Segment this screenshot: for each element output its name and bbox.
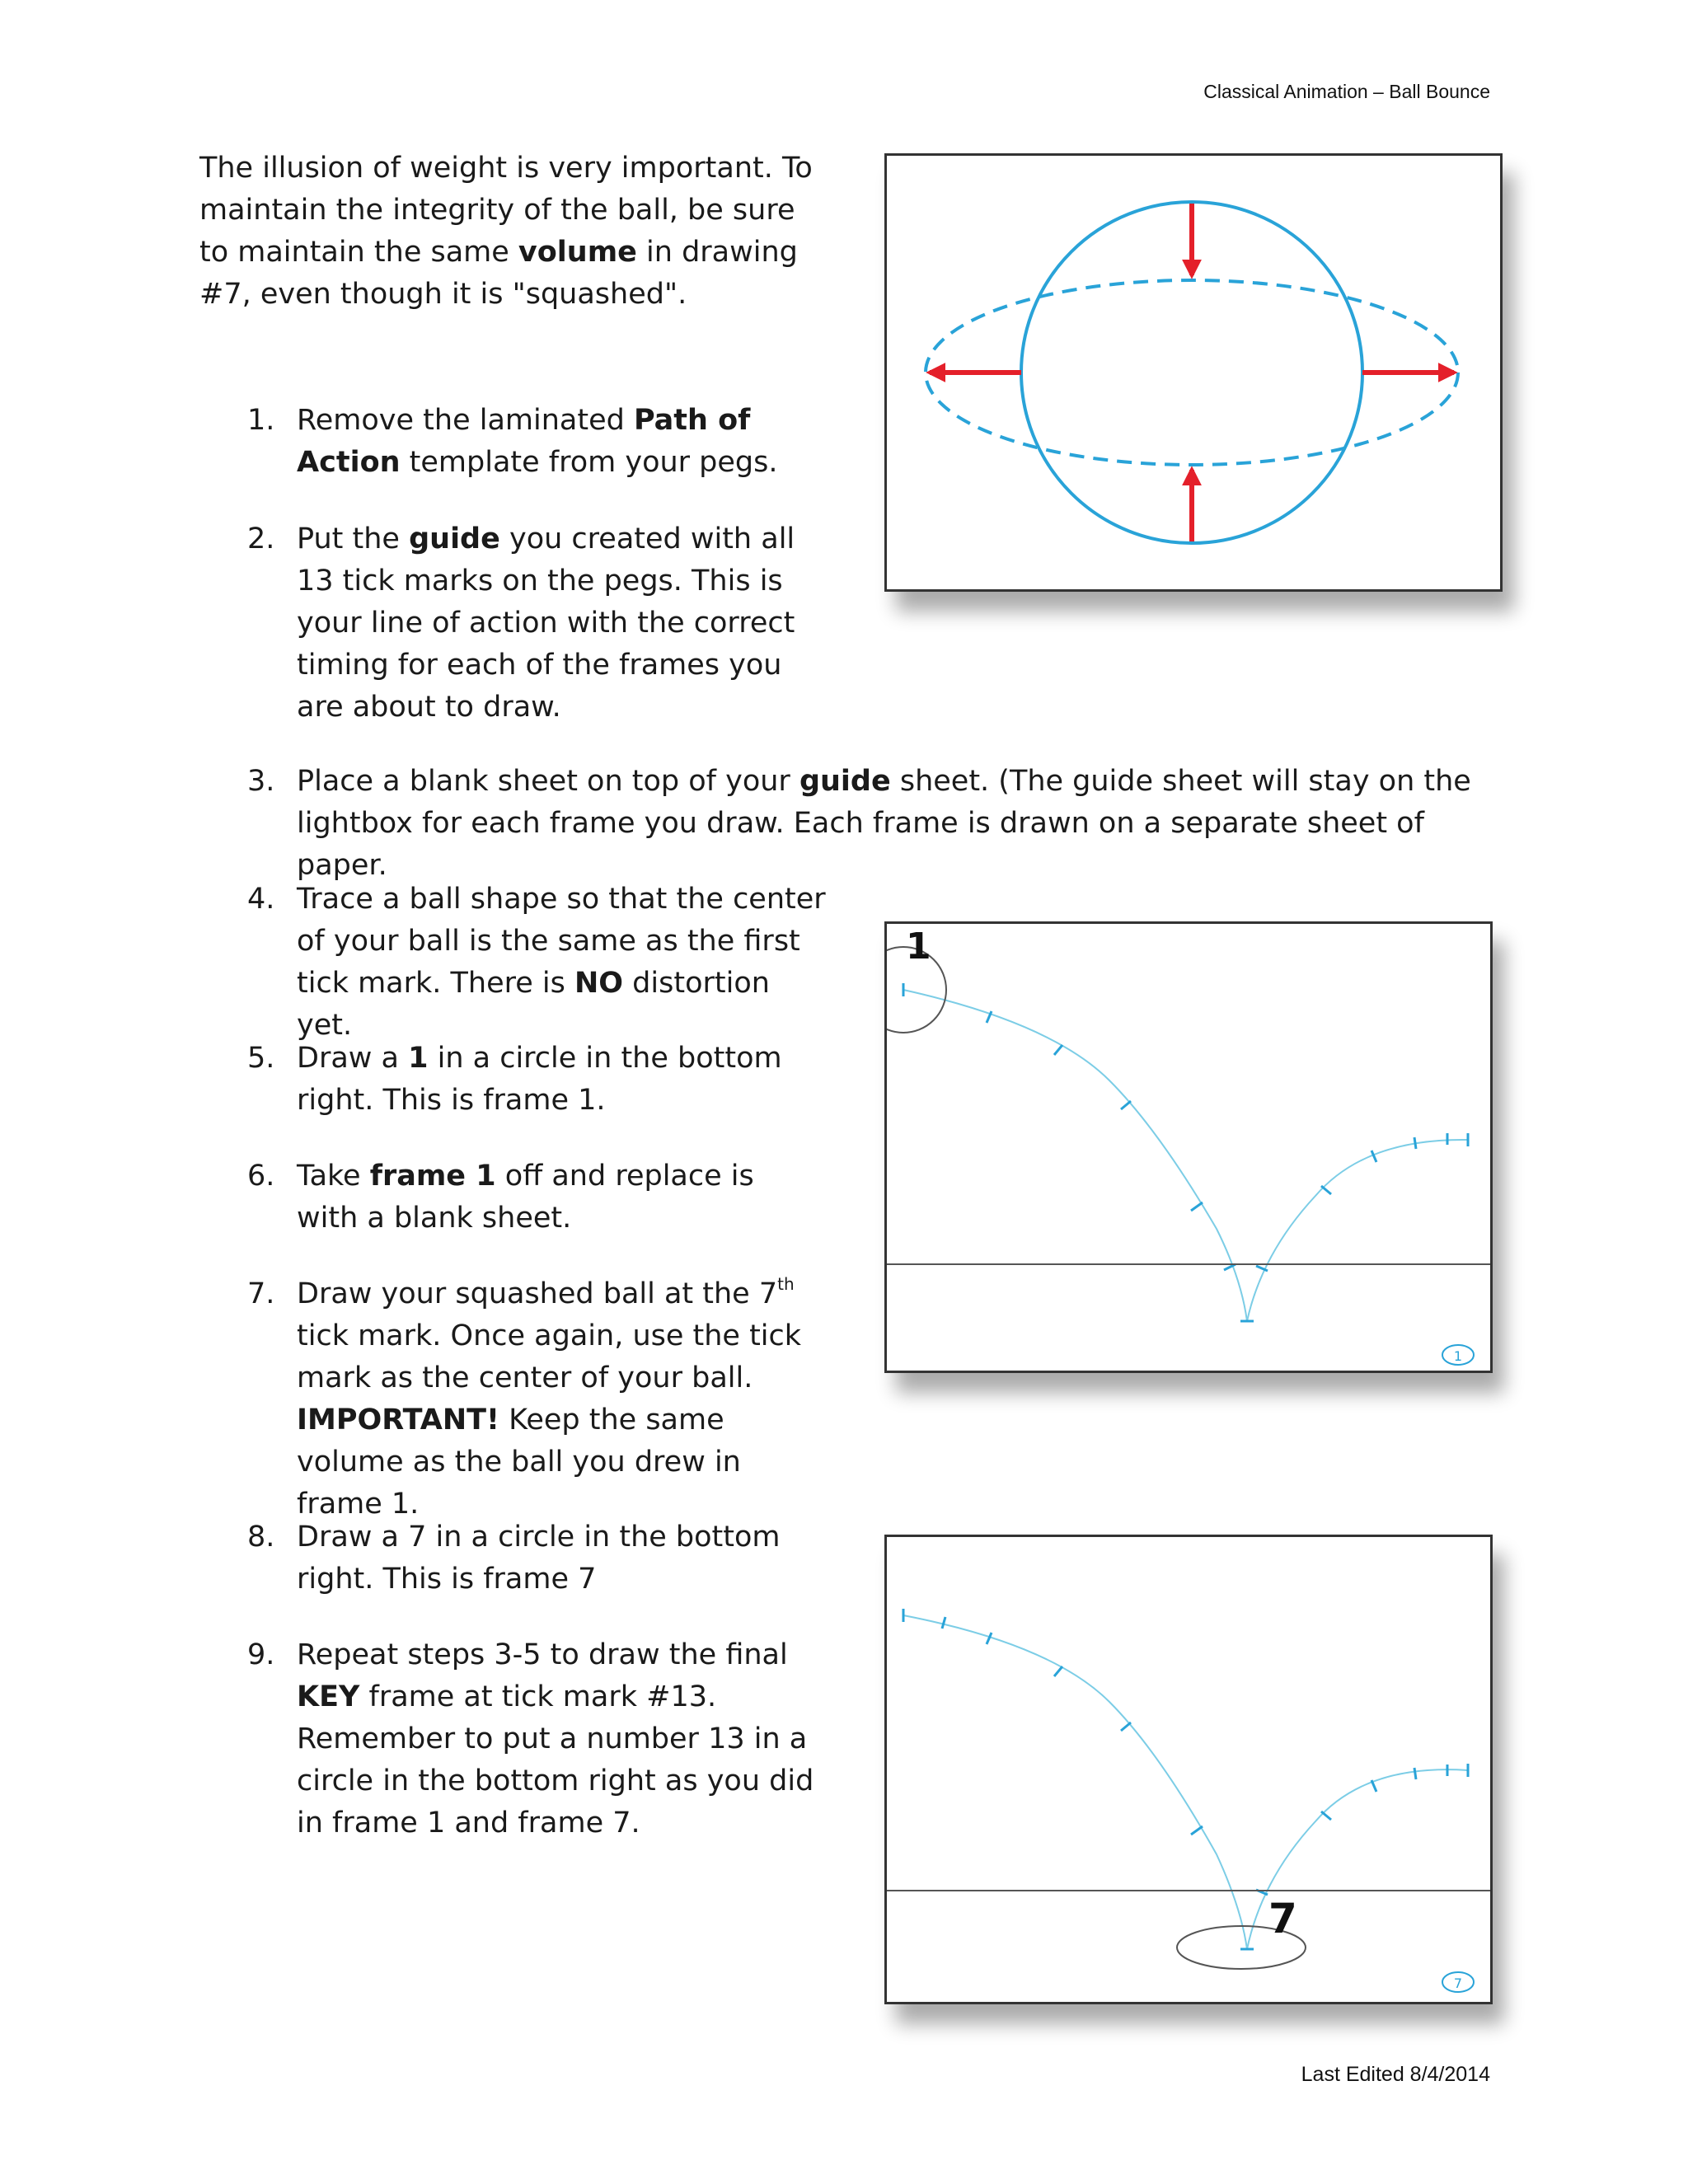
tick-6 [1191, 1826, 1203, 1835]
frame-label: 1 [906, 926, 931, 968]
frame-1-diagram [884, 921, 1493, 1373]
frame-1-svg [887, 924, 1490, 1371]
tick-3 [987, 1633, 992, 1644]
step-bold: IMPORTANT! [297, 1404, 500, 1436]
step-number: 4. [247, 883, 275, 916]
step-text: Take [297, 1160, 370, 1193]
step-text: Place a blank sheet on top of your [297, 765, 799, 798]
step-bold: KEY [297, 1680, 360, 1713]
intro-text-1: The illusion of weight is very important. To maintain the integrity of the ball, be sure to maintain the same [199, 152, 813, 269]
tick-9 [1321, 1811, 1331, 1820]
frame-label: 7 [1268, 1895, 1297, 1943]
step-text: Draw a [297, 1042, 409, 1075]
tick-5 [1191, 1202, 1203, 1211]
footer-last-edited: Last Edited 8/4/2014 [1301, 2063, 1490, 2086]
step-bold: Path of Action [297, 404, 751, 479]
tick-10 [1372, 1151, 1376, 1162]
frame-7-diagram [884, 1535, 1493, 2004]
intro-bold: volume [518, 236, 637, 269]
step-text: template from your pegs. [400, 446, 778, 479]
step-number: 6. [247, 1160, 275, 1193]
step-text: Remove the laminated [297, 404, 634, 437]
step-text: in a circle in the bottom right. This is frame 1. [297, 1042, 782, 1117]
tick-2 [942, 1617, 945, 1629]
step-bold: NO [574, 967, 624, 1000]
step-text: off and replace is with a blank sheet. [297, 1160, 754, 1235]
volume-diagram-svg [887, 156, 1500, 589]
step-text: Put the [297, 523, 410, 555]
step-number: 1. [247, 404, 275, 437]
step-number: 9. [247, 1638, 275, 1671]
step-bold: guide [799, 765, 891, 798]
intro-text-2: in drawing #7, even though it is "squashed". [199, 236, 798, 311]
step-bold: guide [409, 523, 500, 555]
tick-11 [1414, 1137, 1416, 1149]
volume-diagram [884, 153, 1503, 592]
path-of-action [903, 990, 1468, 1321]
path-arc-1 [903, 1615, 1247, 1949]
tick-4 [1121, 1101, 1131, 1109]
step-text: tick mark. Once again, use the tick mark as the center of your ball. [297, 1319, 802, 1394]
step-text: frame at tick mark #13. Remember to put a number 13 in a circle in the bottom right as you did in frame 1 and frame 7. [297, 1680, 814, 1840]
tick-3 [1054, 1045, 1062, 1055]
step-number: 8. [247, 1521, 275, 1554]
step-number: 5. [247, 1042, 275, 1075]
tick-4 [1054, 1666, 1062, 1676]
intro-paragraph [199, 148, 826, 316]
path-arc-1 [903, 990, 1247, 1321]
step-text: Repeat steps 3-5 to draw the final [297, 1638, 788, 1671]
tick-11 [1414, 1768, 1416, 1779]
step-text: Trace a ball shape so that the center of your ball is the same as the first tick mark. There is [297, 883, 826, 1000]
path-of-action [903, 1615, 1468, 1949]
step-number: 7. [247, 1277, 275, 1310]
path-arc-2 [1247, 1140, 1468, 1321]
step-text: sheet. (The guide sheet will stay on the lightbox for each frame you draw. Each frame is drawn on a separate sheet of paper. [297, 765, 1471, 882]
step-text: Keep the same volume as the ball you drew in frame 1. [297, 1404, 741, 1521]
tick-5 [1121, 1722, 1131, 1731]
step-text: you created with all 13 tick marks on the pegs. This is your line of action with the correct timing for each of the frames you are about to draw. [297, 523, 795, 724]
step-number: 2. [247, 523, 275, 555]
step-text: Draw a 7 in a circle in the bottom right. This is frame 7 [297, 1521, 781, 1596]
tick-marks [903, 983, 1468, 1321]
header-title: Classical Animation – Ball Bounce [1203, 81, 1490, 102]
step-number: 3. [247, 765, 275, 798]
superscript: th [777, 1274, 795, 1294]
step-text: distortion yet. [297, 967, 770, 1042]
frame-number: 7 [1453, 1975, 1463, 1991]
frame-7-svg [887, 1537, 1490, 2002]
step-bold: 1 [408, 1042, 429, 1075]
step-text: Draw your squashed ball at the 7 [297, 1277, 778, 1310]
tick-9 [1321, 1186, 1331, 1194]
step-bold: frame 1 [369, 1160, 496, 1193]
frame-number: 1 [1453, 1348, 1463, 1364]
